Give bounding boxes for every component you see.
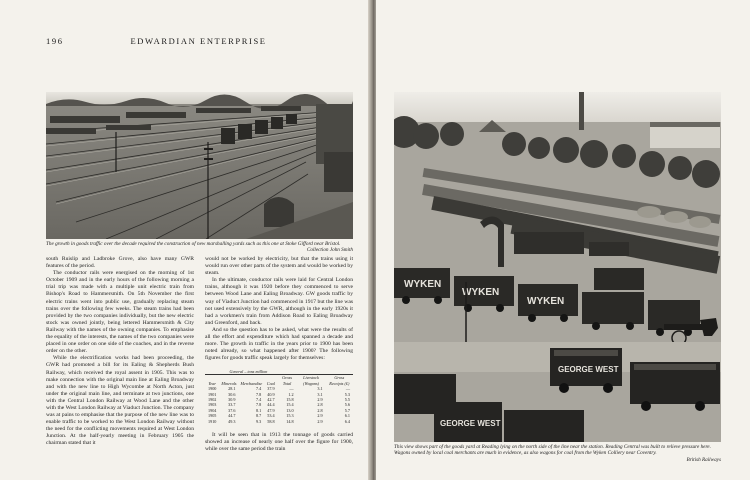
table-cell: 1900 <box>208 386 217 392</box>
table-cell: 30.6 <box>228 391 236 397</box>
table-cell: 28.1 <box>228 386 236 392</box>
wagon-lettering: GEORGE WEST <box>558 365 619 374</box>
table-header: Gross Receipts (£) <box>329 375 350 386</box>
wagon-lettering: GEORGE WEST <box>440 419 501 428</box>
table-cell: 15.3 <box>286 413 294 419</box>
table-cell: 8.1 <box>255 407 262 413</box>
running-title: EDWARDIAN ENTERPRISE <box>130 36 267 46</box>
table-group-header: General – tons million <box>219 369 277 375</box>
paragraph: It will be seen that in 1913 the tonnage of goods carried showed an increase of nearly one half over the figure for 1900, while over the same period the train <box>205 432 353 453</box>
paragraph: south Ruislip and Ladbroke Grove, also have many GWR features of the period. <box>46 256 194 270</box>
table-cell: 8.7 <box>255 413 262 419</box>
table-header: Gross Total <box>282 375 292 386</box>
paragraph: And so the question has to be asked, what were the results of all the effort and expenditure which had spanned a decade and more. The growth in traffic in the years prior to 1900 has been noted already, so what happened after 1900? The following figures for goods traffic speak largely for themselves: <box>205 326 353 362</box>
table-cell: 5.7 <box>344 407 350 413</box>
table-body <box>205 386 353 424</box>
text-column-2 <box>205 256 353 362</box>
table-cell: 1.2 <box>288 391 294 397</box>
table-cell: 1901 <box>208 391 217 397</box>
table-cell: 33.7 <box>228 402 236 408</box>
table-header: Merchandise <box>240 380 263 386</box>
caption-text: This view shows part of the goods yard at Reading lying on the north side of the line near the station. Reading Central was built to relieve pressure here. Wagons owned by local coal merchants are much in evidence, as also wagons for coal from the Wyken Colliery near Coventry. <box>394 444 711 457</box>
table-cell: 2.9 <box>317 397 323 403</box>
marshalling-yard-photo <box>46 92 353 239</box>
table-cell: 40.9 <box>267 391 275 397</box>
table-cell: 6.1 <box>344 413 350 419</box>
table-cell: 5.6 <box>344 402 350 408</box>
table-cell: 2.8 <box>317 407 323 413</box>
table-header: Minerals <box>221 380 237 386</box>
goods-traffic-table <box>205 369 353 424</box>
reading-goods-yard-photo <box>394 92 721 442</box>
caption-text: The growth in goods traffic over the decade required the construction of new marshalling yards such as this one at Stoke Gifford near Bristol. <box>46 241 341 247</box>
table-cell: 49.3 <box>228 418 236 424</box>
table-cell: 14.8 <box>286 418 294 424</box>
table-cell: 30.9 <box>228 397 236 403</box>
table-cell: 37.9 <box>267 386 275 392</box>
paragraph: While the electrification works had been proceeding, the GWR had promoted a bill for its Ealing & Shepherds Bush Railway, which received the royal assent in 1905. This was to make connection with the original main line at Ealing Broadway and with the new line to High Wycombe at North Acton, just under the original main line, and terminate at two junctions, one with the Central London Railway at Wood Lane and the other with the West London Railway at Viaduct Junction. The company was at pains to emphasise that the purpose of the new line was to enable traffic to be worked to the West London Railway without the need for the conflicting movements required at West London Junction. At the half-yearly meeting in February 1905 the chairman stated that it <box>46 355 194 447</box>
table-cell: 44.4 <box>267 402 275 408</box>
wagon-lettering: WYKEN <box>404 279 442 290</box>
paragraph: In the ultimate, conductor rails were laid for Central London trains, although it was 1920 before they commenced to serve between Wood Lane and Ealing Broadway. GW goods traffic by way of Viaduct Junction had commenced in 1917 but the line was not used extensively by the GWR, although in the early 1920s it had a workmen's train from Addison Road to Ealing Broadway and Greenford, and back. <box>205 277 353 326</box>
table-cell: 7.8 <box>255 391 262 397</box>
table-cell: 1902 <box>208 397 217 403</box>
table-cell: 2.9 <box>317 413 323 419</box>
text-column-2-continued <box>205 432 353 453</box>
wagon-lettering: WYKEN <box>462 287 500 298</box>
table-cell: 7.4 <box>255 397 262 403</box>
table-cell: 2.8 <box>317 402 323 408</box>
table-cell: 13.0 <box>286 407 294 413</box>
table-cell: 1910 <box>208 418 217 424</box>
table-row <box>205 419 353 424</box>
wagon-lettering: WYKEN <box>527 296 565 307</box>
table-cell: 7.8 <box>255 402 262 408</box>
table-cell: 42.7 <box>267 397 275 403</box>
table-cell: 1904 <box>208 407 217 413</box>
table-cell: 5.3 <box>344 391 350 397</box>
table-cell: 2.9 <box>317 418 323 424</box>
table-cell: 15.4 <box>286 402 294 408</box>
photo-credit: Collection John Smith <box>306 247 353 254</box>
table-cell: 9.3 <box>255 418 262 424</box>
table-cell: 5.5 <box>344 397 350 403</box>
table-header: Coal <box>266 380 275 386</box>
table-cell: — <box>345 386 350 392</box>
table-cell: 1903 <box>208 402 217 408</box>
table-cell: 3.1 <box>317 386 323 392</box>
running-head <box>46 36 351 48</box>
text-column-1 <box>46 256 194 448</box>
table-cell: 44.7 <box>228 413 236 419</box>
table-cell: 37.6 <box>228 407 236 413</box>
table-cell: 1905 <box>208 413 217 419</box>
table-cell: 53.4 <box>267 413 275 419</box>
table-cell: 6.4 <box>344 418 350 424</box>
photo-caption <box>394 444 721 463</box>
table-header: Livestock (Wagons) <box>303 375 320 386</box>
page-number: 196 <box>46 36 64 46</box>
table-cell: 7.4 <box>255 386 262 392</box>
table-cell: 3.1 <box>317 391 323 397</box>
table-cell: 47.9 <box>267 407 275 413</box>
table-cell: 58.8 <box>267 418 275 424</box>
left-page <box>0 0 372 480</box>
right-page <box>376 0 750 480</box>
photo-credit: British Railways <box>686 456 721 463</box>
table-cell: — <box>289 386 294 392</box>
photo-caption <box>46 241 353 254</box>
table-cell: 15.8 <box>286 397 294 403</box>
table-header: Year <box>208 380 216 386</box>
paragraph: The conductor rails were energised on the morning of 1st October 1909 and in the early hours of the following morning a trial trip was made with a multiple unit electric train from Bishop's Road to Hammersmith. On 5th November the first electric trains went into public use, gradually replacing steam trains over the following few weeks. The steam trains had been provided by the two companies individually, but the new electric stock was owned jointly, being lettered Hammersmith & City Railway with the names of the owning companies. To emphasise the equality of the interests, the names of the two companies were placed in one order on one side of the coaches, and in the reverse order on the other. <box>46 270 194 355</box>
paragraph: would not be worked by electricity, but that the trains using it would run over other parts of the system and would be worked by steam. <box>205 256 353 277</box>
